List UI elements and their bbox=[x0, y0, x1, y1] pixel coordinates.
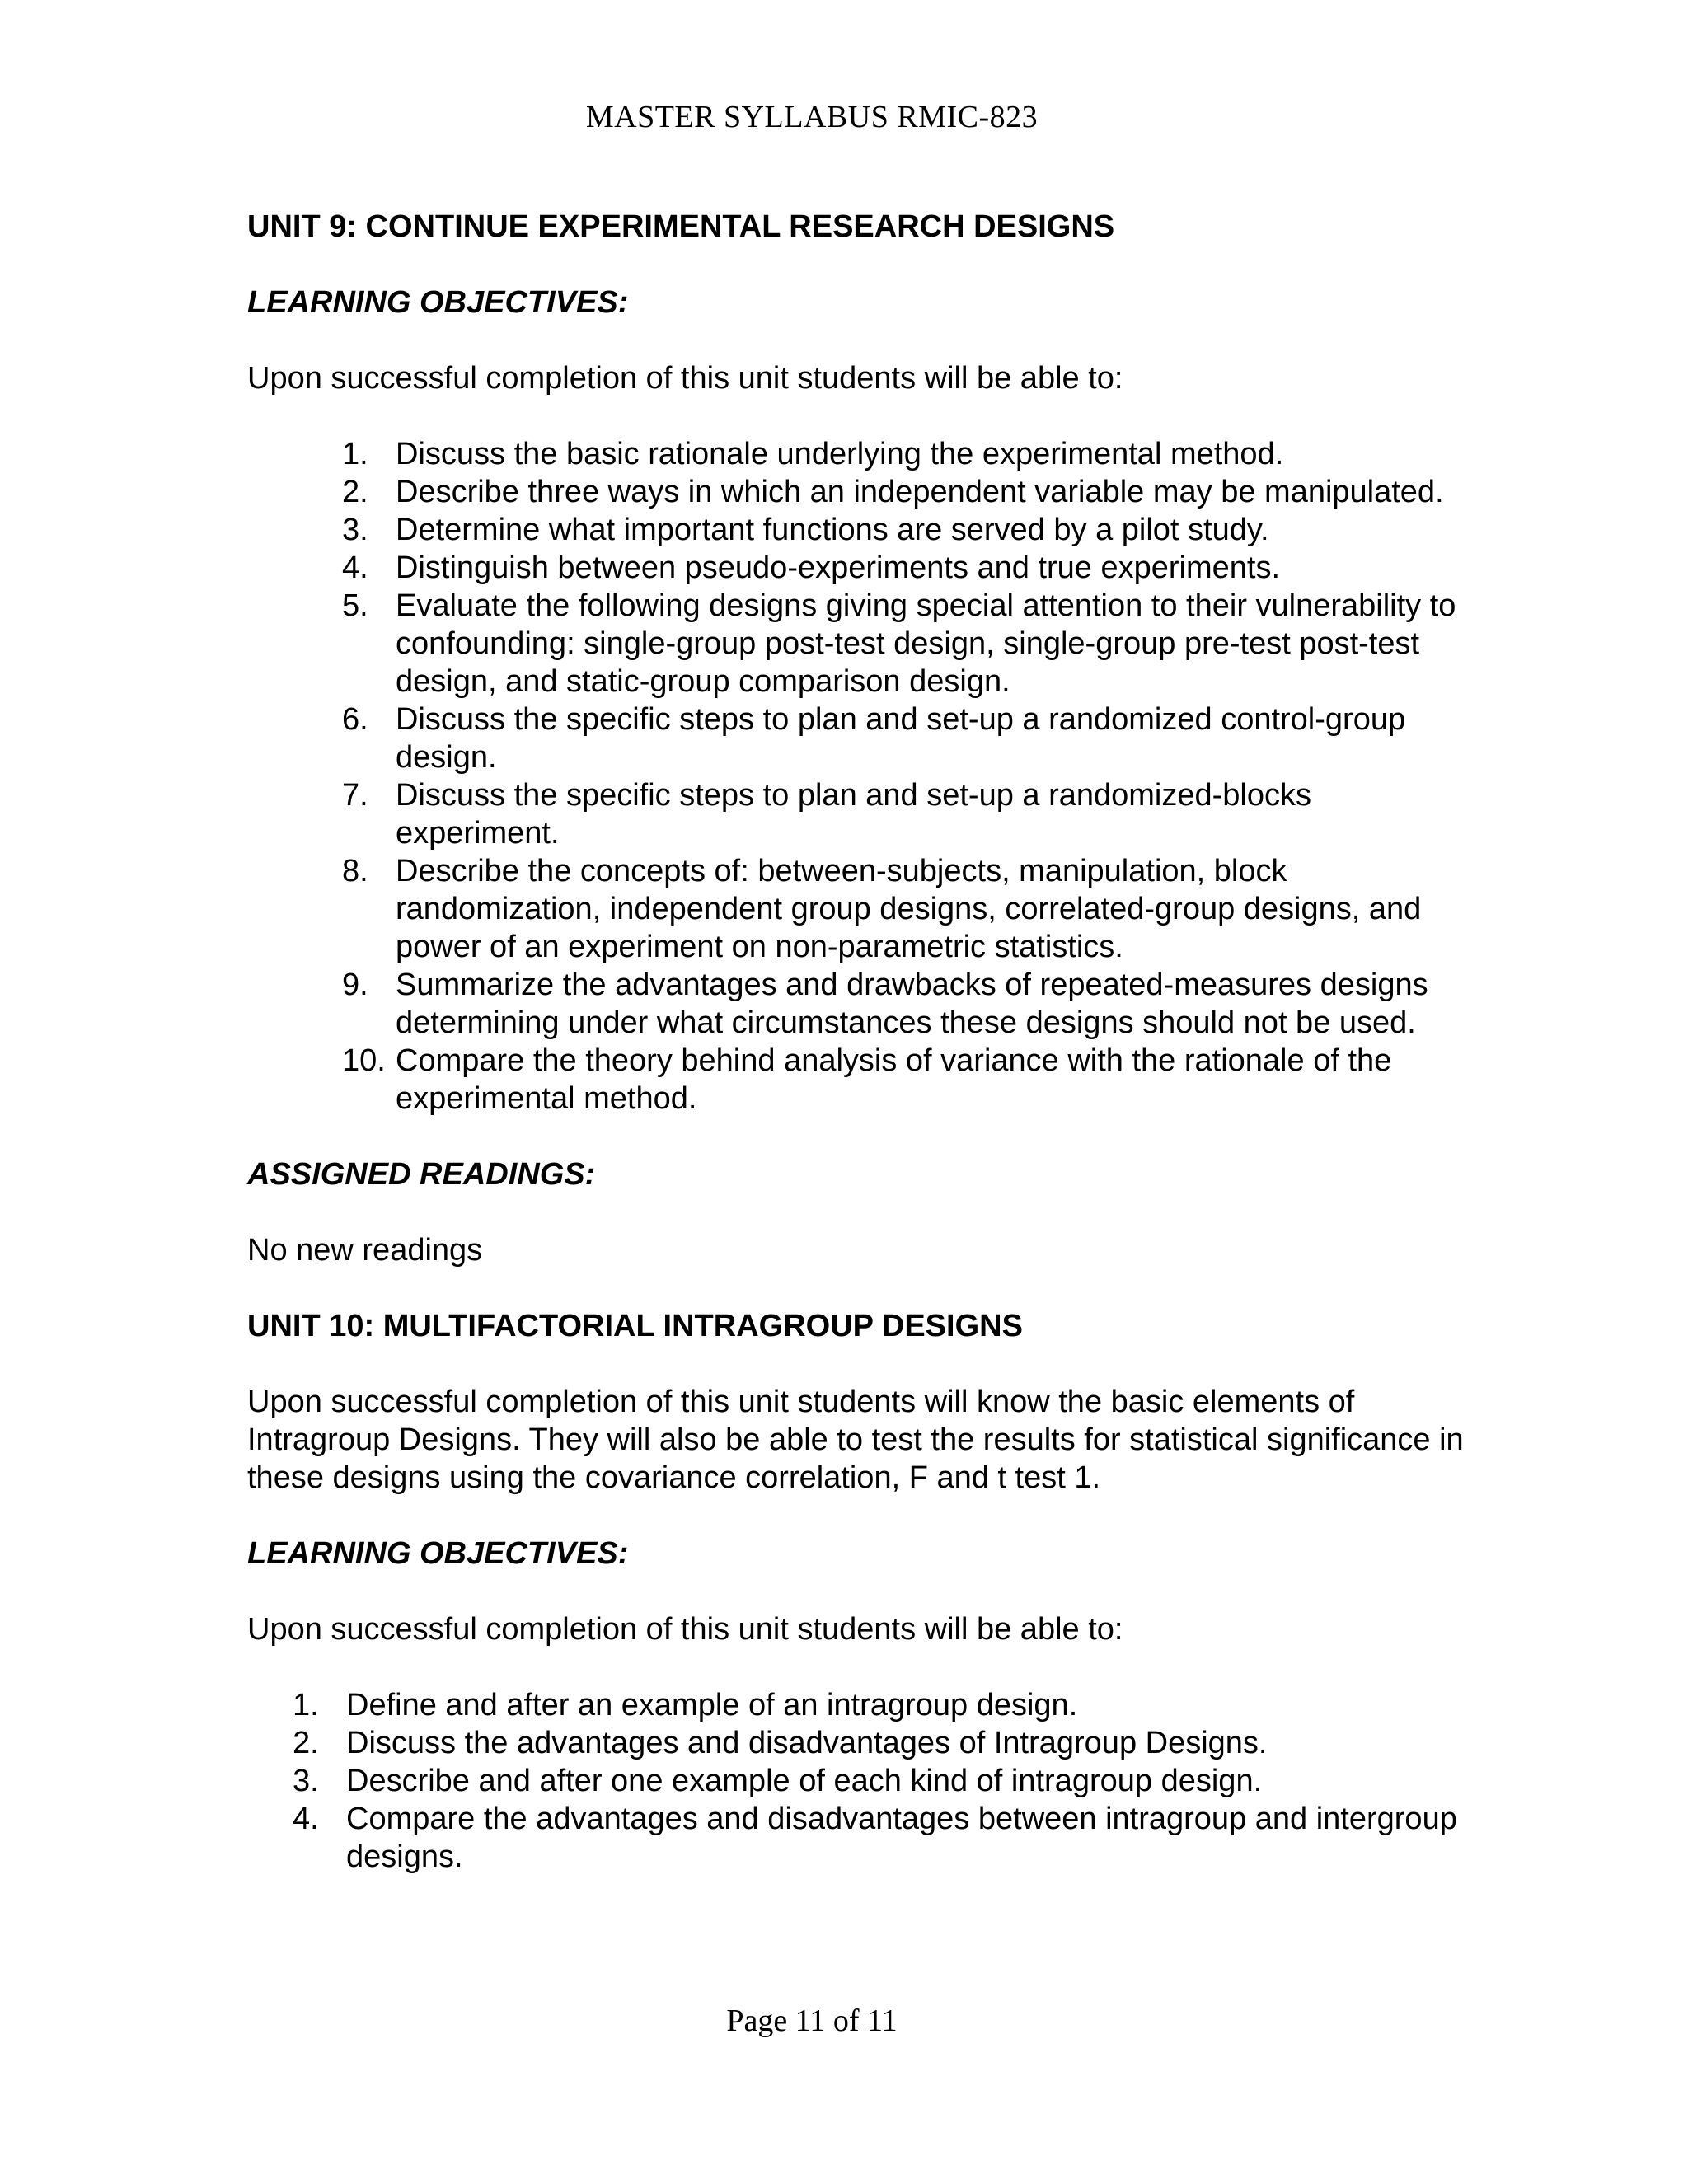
document-body bbox=[247, 208, 1467, 1876]
list-item: 10. Compare the theory behind analysis of variance with the rationale of the experimental method. bbox=[342, 1043, 1392, 1116]
list-item: 1. Discuss the basic rationale underlying the experimental method. bbox=[342, 437, 1284, 471]
unit-10-objectives-list bbox=[247, 1686, 1467, 1876]
unit-10-intro: Upon successful completion of this unit students will be able to: bbox=[247, 1612, 1123, 1647]
list-item: 4. Distinguish between pseudo-experiments and true experiments. bbox=[342, 551, 1281, 585]
list-item: 2. Describe three ways in which an independent variable may be manipulated. bbox=[342, 475, 1444, 509]
assigned-readings-heading: ASSIGNED READINGS: bbox=[247, 1157, 596, 1192]
page-header: MASTER SYLLABUS RMIC-823 bbox=[585, 100, 1039, 134]
unit-9-intro: Upon successful completion of this unit students will be able to: bbox=[247, 361, 1123, 396]
list-item: 3. Describe and after one example of each kind of intragroup design. bbox=[293, 1764, 1263, 1798]
list-item: 8. Describe the concepts of: between-subjects, manipulation, block randomization, independent group designs, correlated-group designs, and power of an experiment on non-parametric statistics. bbox=[342, 854, 1422, 964]
unit-9-objectives-list bbox=[247, 435, 1467, 1118]
list-item: 3. Determine what important functions are served by a pilot study. bbox=[342, 513, 1269, 547]
unit-10-description: Upon successful completion of this unit students will know the basic elements of Intragroup Designs. They will also be able to test the results for statistical significance in these designs using the covariance correlation, F and t test 1. bbox=[247, 1385, 1464, 1495]
list-item: 1. Define and after an example of an intragroup design. bbox=[293, 1688, 1078, 1722]
unit-9-objectives-heading: LEARNING OBJECTIVES: bbox=[247, 285, 629, 320]
unit-10-objectives-heading: LEARNING OBJECTIVES: bbox=[247, 1536, 629, 1571]
unit-10-title: UNIT 10: MULTIFACTORIAL INTRAGROUP DESIGNS bbox=[247, 1309, 1023, 1343]
page-footer: Page 11 of 11 bbox=[726, 2004, 898, 2038]
unit-9-title: UNIT 9: CONTINUE EXPERIMENTAL RESEARCH DESIGNS bbox=[247, 209, 1115, 244]
list-item: 2. Discuss the advantages and disadvantages of Intragroup Designs. bbox=[293, 1726, 1268, 1760]
list-item: 6. Discuss the specific steps to plan and set-up a randomized control-group design. bbox=[342, 702, 1406, 775]
assigned-readings-text: No new readings bbox=[247, 1233, 483, 1268]
list-item: 5. Evaluate the following designs giving special attention to their vulnerability to confounding: single-group post-test design, single-group pre-test post-test design, and static-group comparison design. bbox=[342, 588, 1456, 699]
list-item: 9. Summarize the advantages and drawbacks of repeated-measures designs determining under what circumstances these designs should not be used. bbox=[342, 968, 1428, 1040]
list-item: 7. Discuss the specific steps to plan and set-up a randomized-blocks experiment. bbox=[342, 778, 1311, 851]
list-item: 4. Compare the advantages and disadvantages between intragroup and intergroup designs. bbox=[293, 1802, 1457, 1874]
